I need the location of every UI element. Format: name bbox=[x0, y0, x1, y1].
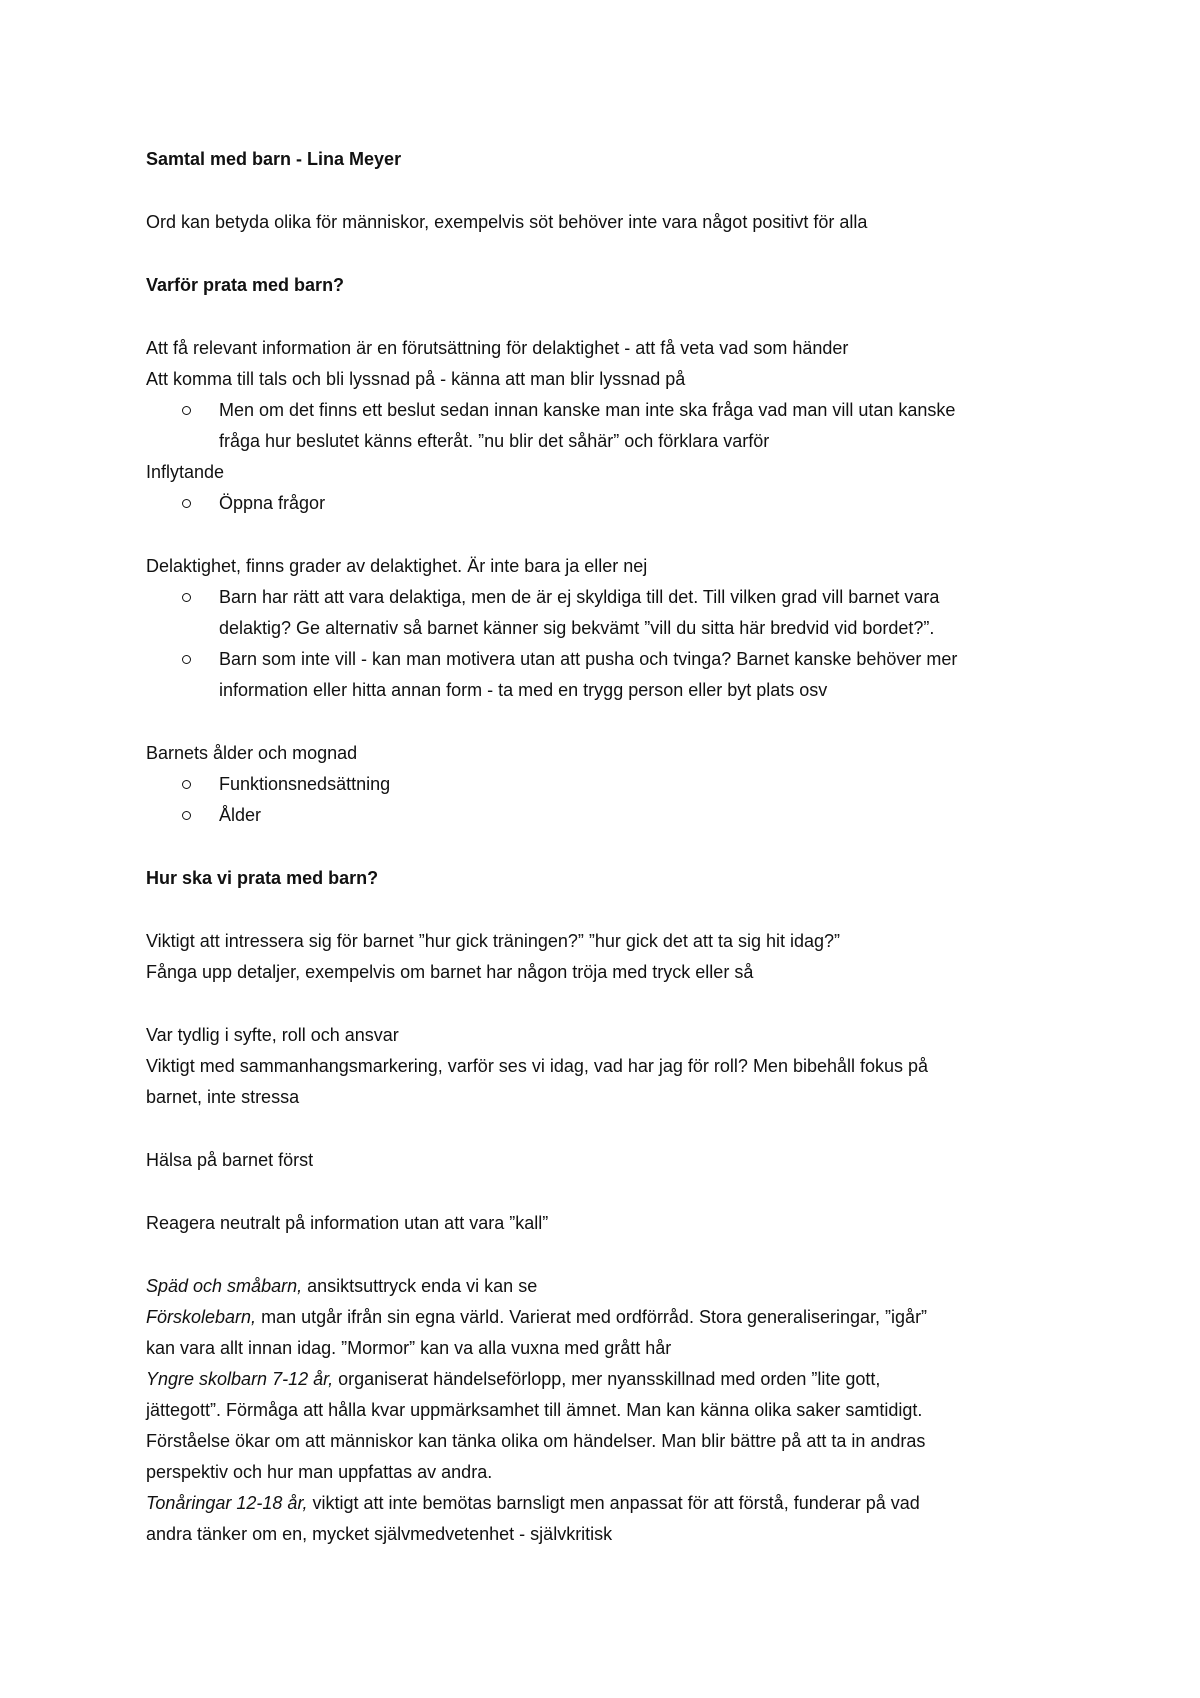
paragraph-line: jättegott”. Förmåga att hålla kvar uppmärksamhet till ämnet. Man kan känna olika saker samtidigt. bbox=[146, 1400, 923, 1420]
bullet-text: Öppna frågor bbox=[219, 493, 326, 513]
paragraph-line: Förståelse ökar om att människor kan tänka olika om händelser. Man blir bättre på att ta in andras bbox=[146, 1431, 926, 1451]
paragraph-line: Fånga upp detaljer, exempelvis om barnet har någon tröja med tryck eller så bbox=[146, 962, 754, 982]
paragraph-line: Hälsa på barnet först bbox=[146, 1150, 314, 1170]
bullet-text: fråga hur beslutet känns efteråt. ”nu blir det såhär” och förklara varför bbox=[219, 431, 770, 451]
paragraph-line: Barnets ålder och mognad bbox=[146, 743, 358, 763]
paragraph-line: Reagera neutralt på information utan att vara ”kall” bbox=[146, 1213, 549, 1233]
age-group-text: organiserat händelseförlopp, mer nyansskillnad med orden ”lite gott, bbox=[333, 1369, 881, 1389]
bullet-circle-icon bbox=[182, 644, 202, 675]
paragraph-line: andra tänker om en, mycket självmedvetenhet - självkritisk bbox=[146, 1524, 613, 1544]
age-group-text: viktigt att inte bemötas barnsligt men anpassat för att förstå, funderar på vad bbox=[307, 1493, 920, 1513]
bullet-circle-icon bbox=[182, 800, 202, 831]
bullet-circle-icon bbox=[182, 488, 202, 519]
bullet-text: Men om det finns ett beslut sedan innan kanske man inte ska fråga vad man vill utan kanske bbox=[219, 400, 956, 420]
bullet-text: Barn som inte vill - kan man motivera utan att pusha och tvinga? Barnet kanske behöver mer bbox=[219, 649, 958, 669]
paragraph-line: Var tydlig i syfte, roll och ansvar bbox=[146, 1025, 399, 1045]
paragraph-line: Inflytande bbox=[146, 462, 225, 482]
age-group-label: Yngre skolbarn 7-12 år, bbox=[146, 1369, 334, 1389]
bullet-text: Funktionsnedsättning bbox=[219, 774, 391, 794]
age-group-label: Späd och småbarn, bbox=[146, 1276, 303, 1296]
paragraph-line: Viktigt med sammanhangsmarkering, varför ses vi idag, vad har jag för roll? Men bibehåll fokus på bbox=[146, 1056, 929, 1076]
bullet-circle-icon bbox=[182, 395, 202, 426]
paragraph-line: Att komma till tals och bli lyssnad på - känna att man blir lyssnad på bbox=[146, 369, 686, 389]
bullet-text: Barn har rätt att vara delaktiga, men de är ej skyldiga till det. Till vilken grad vill barnet vara bbox=[219, 587, 940, 607]
bullet-text: information eller hitta annan form - ta med en trygg person eller byt plats osv bbox=[219, 680, 828, 700]
age-group-line bbox=[146, 1364, 1086, 1395]
bullet-circle-icon bbox=[182, 769, 202, 800]
age-group-line bbox=[146, 1302, 1086, 1333]
age-group-text: ansiktsuttryck enda vi kan se bbox=[302, 1276, 538, 1296]
section-heading-how: Hur ska vi prata med barn? bbox=[146, 868, 379, 888]
age-group-text: man utgår ifrån sin egna värld. Varierat med ordförråd. Stora generaliseringar, ”igår” bbox=[256, 1307, 928, 1327]
bullet-circle-icon bbox=[182, 582, 202, 613]
paragraph-line: kan vara allt innan idag. ”Mormor” kan va alla vuxna med grått hår bbox=[146, 1338, 672, 1358]
age-group-line bbox=[146, 1488, 1086, 1519]
age-group-line bbox=[146, 1271, 1086, 1302]
paragraph-line: barnet, inte stressa bbox=[146, 1087, 300, 1107]
paragraph-line: perspektiv och hur man uppfattas av andra. bbox=[146, 1462, 493, 1482]
document-title: Samtal med barn - Lina Meyer bbox=[146, 149, 402, 169]
section-heading-why: Varför prata med barn? bbox=[146, 275, 345, 295]
age-group-label: Tonåringar 12-18 år, bbox=[146, 1493, 308, 1513]
paragraph-line: Viktigt att intressera sig för barnet ”hur gick träningen?” ”hur gick det att ta sig hit idag?” bbox=[146, 931, 841, 951]
intro-paragraph: Ord kan betyda olika för människor, exempelvis söt behöver inte vara något positivt för alla bbox=[146, 212, 868, 232]
bullet-text: delaktig? Ge alternativ så barnet känner sig bekvämt ”vill du sitta här bredvid vid bordet?”. bbox=[219, 618, 935, 638]
paragraph-line: Att få relevant information är en förutsättning för delaktighet - att få veta vad som händer bbox=[146, 338, 849, 358]
age-group-label: Förskolebarn, bbox=[146, 1307, 257, 1327]
paragraph-line: Delaktighet, finns grader av delaktighet. Är inte bara ja eller nej bbox=[146, 556, 648, 576]
bullet-text: Ålder bbox=[219, 805, 262, 825]
